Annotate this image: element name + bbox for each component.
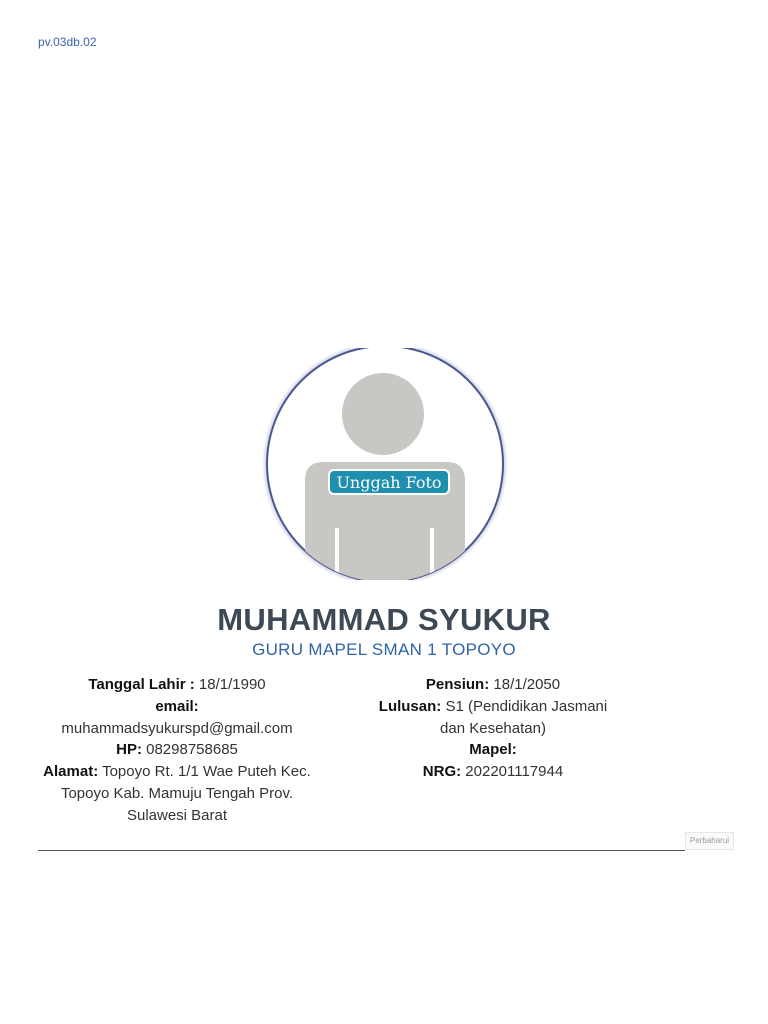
profile-role: GURU MAPEL SMAN 1 TOPOYO: [252, 640, 516, 659]
profile-name: MUHAMMAD SYUKUR: [217, 602, 551, 637]
divider: [38, 850, 685, 851]
pension-label: Pensiun:: [425, 676, 490, 693]
address-label: Alamat:: [43, 763, 99, 781]
email-value: muhammadsyukurspd@gmail.com: [61, 719, 293, 737]
pension-row: [372, 674, 614, 696]
personal-info-right: [372, 674, 614, 783]
phone-label: HP:: [116, 741, 142, 759]
subject-label: Mapel:: [469, 741, 517, 759]
subject-row: [372, 739, 614, 761]
email-label: email:: [155, 697, 199, 715]
avatar-placeholder-icon: [262, 348, 508, 580]
nrg-row: [372, 761, 614, 783]
version-label: pv.03db.02: [38, 35, 97, 49]
nrg-label: NRG:: [422, 763, 462, 781]
pension-value: 18/1/2050: [493, 676, 561, 693]
birth-date-row: [36, 674, 318, 696]
graduate-value: S1 (Pendidikan Jasmani dan Kesehatan): [440, 697, 608, 737]
nrg-value: 202201117944: [465, 763, 564, 781]
phone-row: [36, 739, 318, 761]
birth-date-value: 18/1/1990: [198, 676, 266, 693]
address-value: Topoyo Rt. 1/1 Wae Puteh Kec. Topoyo Kab. Mamuju Tengah Prov. Sulawesi Barat: [60, 763, 311, 824]
personal-info-left: [36, 674, 318, 827]
profile-photo[interactable]: [262, 348, 508, 580]
upload-photo-button[interactable]: Unggah Foto: [328, 469, 450, 495]
update-button[interactable]: Perbaharui: [685, 832, 734, 850]
email-label-row: [36, 696, 318, 718]
email-value-row: [36, 718, 318, 740]
phone-value: 08298758685: [146, 741, 238, 759]
address-row: [36, 761, 318, 826]
birth-date-label: Tanggal Lahir :: [88, 676, 195, 693]
graduate-row: [372, 696, 614, 740]
graduate-label: Lulusan:: [378, 697, 442, 715]
